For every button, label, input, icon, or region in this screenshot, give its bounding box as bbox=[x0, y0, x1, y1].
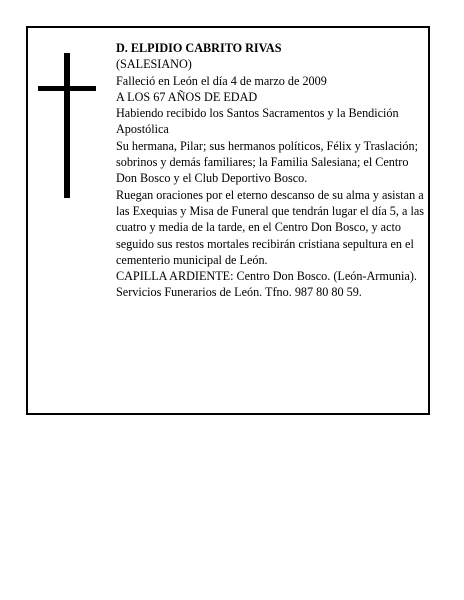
religious-order: (SALESIANO) bbox=[116, 57, 192, 72]
funeral-services: Servicios Funerarios de León. Tfno. 987 80 80 59. bbox=[116, 285, 362, 300]
cross-icon bbox=[38, 53, 96, 198]
cross-vertical-bar bbox=[64, 53, 70, 198]
age-statement: A LOS 67 AÑOS DE EDAD bbox=[116, 89, 258, 104]
cross-horizontal-bar bbox=[38, 86, 96, 91]
prayer-request: Ruegan oraciones por el eterno descanso de su alma y asistan a las Exequias y Misa de Funeral que tendrán lugar el día 5, a las cuatro y media de la tarde, en el Centro Don Bosco, y acto seguido sus restos mortales recibirán cristiana sepultura en el cementerio municipal de León. bbox=[116, 187, 424, 267]
obituary-notice bbox=[26, 26, 430, 415]
family-statement: Su hermana, Pilar; sus hermanos políticos, Félix y Traslación; sobrinos y demás familiares; la Familia Salesiana; el Centro Don Bosco y el Club Deportivo Bosco. bbox=[116, 138, 418, 186]
deceased-name: D. ELPIDIO CABRITO RIVAS bbox=[116, 41, 282, 55]
death-statement: Falleció en León el día 4 de marzo de 2009 bbox=[116, 73, 327, 88]
funeral-chapel: CAPILLA ARDIENTE: Centro Don Bosco. (León-Armunia). bbox=[116, 269, 417, 284]
sacraments-statement: Habiendo recibido los Santos Sacramentos y la Bendición Apostólica bbox=[116, 106, 399, 137]
notice-text bbox=[116, 40, 424, 301]
